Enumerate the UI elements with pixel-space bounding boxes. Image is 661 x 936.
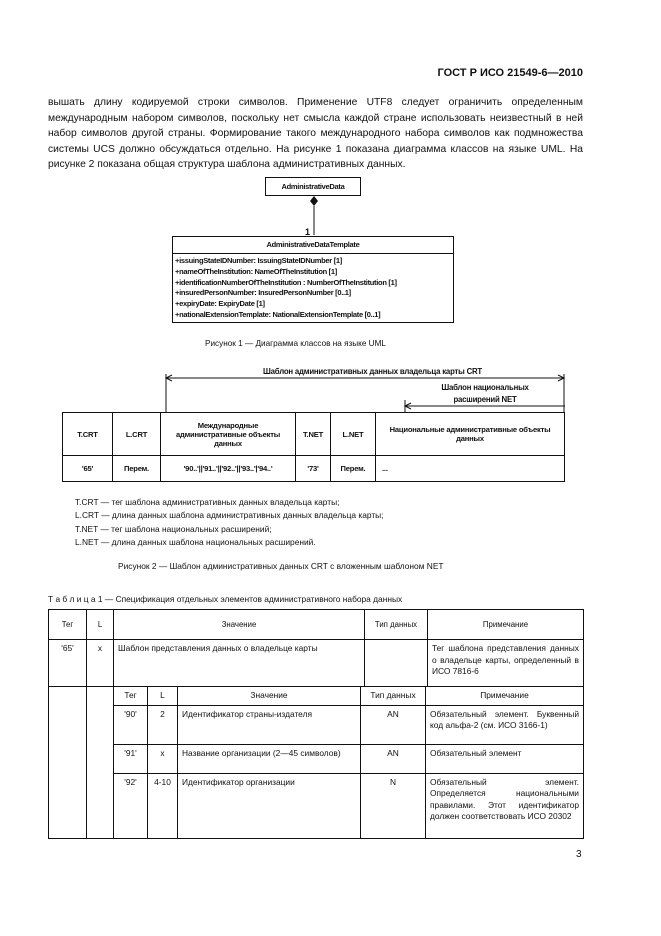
body-paragraph	[48, 95, 583, 173]
cell-type: N	[361, 773, 426, 838]
cell-tag: '90'	[124, 708, 137, 719]
cell-l: x	[87, 640, 114, 687]
nested-blank-l	[87, 687, 114, 839]
cell-value: Идентификатор организации	[178, 773, 361, 838]
nested-col-tag: Тег	[124, 690, 137, 700]
cell-note: Обязательный элемент. Буквенный код альфа-2 (см. ИСО 3166-1)	[426, 705, 584, 744]
legend-item: T.NET — тег шаблона национальных расширений;	[75, 523, 272, 534]
spec-row-65	[49, 640, 584, 687]
net-span-label-line2: расширений NET	[453, 395, 517, 404]
cell-type	[365, 640, 428, 687]
uml-attribute-list	[173, 254, 453, 323]
spec-table	[48, 609, 584, 839]
col-header-note: Примечание	[428, 610, 584, 640]
field-national-objects: Национальные административные объекты данных	[376, 413, 565, 456]
cell-l: 4-10	[148, 773, 178, 838]
field-t-crt: T.CRT	[63, 413, 113, 456]
crt-structure-row-fields	[63, 413, 565, 456]
net-span-label-line1: Шаблон национальных	[441, 383, 529, 392]
nested-header	[114, 687, 583, 705]
uml-top-class-name: AdministrativeData	[281, 182, 345, 191]
uml-attribute: +nameOfTheInstitution: NameOfTheInstitution [1]	[175, 266, 337, 276]
legend-item: T.CRT — тег шаблона административных данных владельца карты;	[75, 497, 340, 507]
cell-note: Обязательный элемент	[426, 744, 584, 773]
col-header-tag: Тег	[49, 610, 87, 640]
field-international-objects: Международные административные объекты данных	[161, 413, 296, 456]
col-header-value: Значение	[114, 610, 365, 640]
value-t-net: '73'	[296, 456, 331, 482]
uml-multiplicity: 1	[305, 227, 311, 237]
cell-l: 2	[148, 705, 178, 744]
cell-value: Название организации (2—45 символов)	[178, 744, 361, 773]
table1-title: Т а б л и ц а 1 — Спецификация отдельных элементов административного набора данных	[48, 594, 403, 604]
value-t-crt: '65'	[63, 456, 113, 482]
spec-table-header	[49, 610, 584, 640]
field-l-crt: L.CRT	[113, 413, 161, 456]
uml-attribute: +nationalExtensionTemplate: NationalExtensionTemplate [0..1]	[175, 309, 381, 319]
nested-blank-tag	[49, 687, 87, 839]
figure2-caption: Рисунок 2 — Шаблон административных данных CRT с вложенным шаблоном NET	[118, 561, 444, 571]
crt-structure-row-values	[63, 456, 565, 482]
page-number: 3	[576, 849, 582, 860]
field-l-net: L.NET	[331, 413, 376, 456]
document-id: ГОСТ Р ИСО 21549-6—2010	[437, 67, 583, 79]
cell-type: AN	[361, 705, 426, 744]
nested-row-92	[114, 773, 583, 838]
field-t-net: T.NET	[296, 413, 331, 456]
nested-row-91	[114, 744, 583, 773]
figure1-caption: Рисунок 1 — Диаграмма классов на языке UML	[205, 339, 386, 348]
col-header-type: Тип данных	[365, 610, 428, 640]
crt-structure-table	[62, 412, 565, 482]
cell-tag: '91'	[124, 747, 137, 758]
uml-attribute: +insuredPersonNumber: InsuredPersonNumber [0..1]	[175, 288, 351, 298]
nested-table	[114, 687, 583, 838]
cell-l: x	[148, 744, 178, 773]
uml-attribute: +expiryDate: ExpiryDate [1]	[175, 299, 265, 309]
value-l-crt: Перем.	[113, 456, 161, 482]
col-header-l: L	[87, 610, 114, 640]
legend-item: L.CRT — длина данных шаблона административных данных владельца карты;	[75, 510, 384, 521]
value-international-objects: '90..'||'91..'||'92..'||'93..'|'94..'	[161, 456, 296, 482]
spec-nested-section	[49, 687, 584, 839]
nested-col-note: Примечание	[426, 687, 584, 705]
figure2-legend	[75, 496, 384, 549]
value-l-net: Перем.	[331, 456, 376, 482]
uml-attribute: +identificationNumberOfTheInstitution : NumberOfTheInstitution [1]	[175, 277, 397, 287]
crt-span-label: Шаблон административных данных владельца карты CRT	[263, 367, 482, 376]
uml-attribute: +issuingStateIDNumber: IssuingStateIDNumber [1]	[175, 256, 342, 265]
nested-col-l: L	[148, 687, 178, 705]
uml-top-class	[265, 177, 361, 196]
cell-note: Обязательный элемент. Определяется национальными правилами. Этот идентификатор должен соответствовать ИСО 20302	[426, 773, 584, 838]
nested-row-90	[114, 705, 583, 744]
cell-tag: '92'	[124, 776, 137, 787]
paragraph-text: вышать длину кодируемой строки символов. Применение UTF8 следует ограничить определенным международным набором символов, поскольку нет смысла каждой стране использовать неизвестный в ней набор символов другой страны. Формирование такого международного набора символов как подмножества системы UCS должно обсуждаться отдельно. На рисунке 1 показана диаграмма классов на языке UML. На рисунке 2 показана общая структура шаблона административных данных.	[48, 97, 583, 171]
legend-item: L.NET — длина данных шаблона национальных расширений.	[75, 536, 316, 547]
cell-value: Шаблон представления данных о владельце карты	[114, 640, 365, 687]
cell-tag: '65'	[49, 640, 87, 687]
uml-class-name: AdministrativeDataTemplate	[173, 237, 453, 254]
cell-value: Идентификатор страны-издателя	[178, 705, 361, 744]
cell-type: AN	[361, 744, 426, 773]
nested-col-type: Тип данных	[361, 687, 426, 705]
cell-note: Тег шаблона представления данных о владельце карты, определенный в ИСО 7816-6	[428, 640, 584, 687]
nested-table-cell	[114, 687, 584, 839]
uml-class	[172, 236, 454, 323]
value-national-objects: ...	[376, 456, 565, 482]
nested-col-value: Значение	[178, 687, 361, 705]
